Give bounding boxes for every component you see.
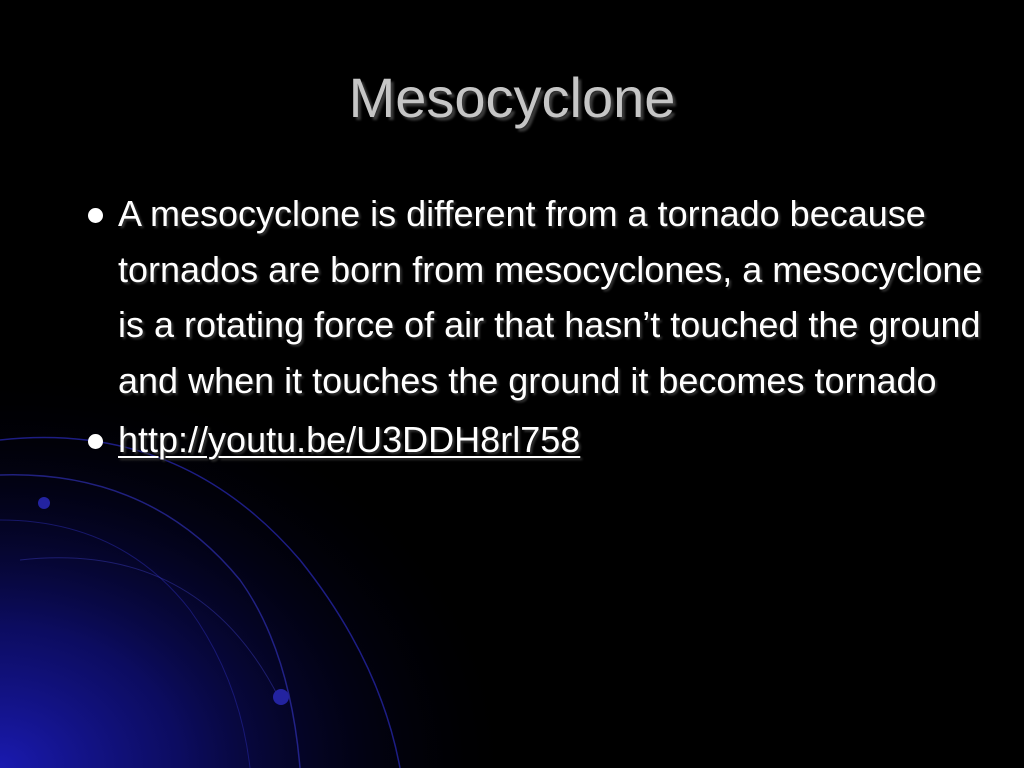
video-link[interactable]: http://youtu.be/U3DDH8rl758	[118, 419, 581, 460]
decor-dot-1	[38, 497, 50, 509]
bullet-list	[88, 186, 988, 472]
decor-dot-2	[273, 689, 289, 705]
bullet-text: A mesocyclone is different from a tornado because tornados are born from mesocyclones, a mesocyclone is a rotating force of air that hasn’t touched the ground and when it touches the ground it becomes tornado	[118, 193, 983, 401]
bullet-item-link	[88, 412, 988, 468]
slide-title: Mesocyclone	[348, 66, 676, 129]
bullet-item-description	[88, 186, 988, 408]
bullet-dot-icon	[88, 434, 103, 449]
bullet-dot-icon	[88, 208, 103, 223]
